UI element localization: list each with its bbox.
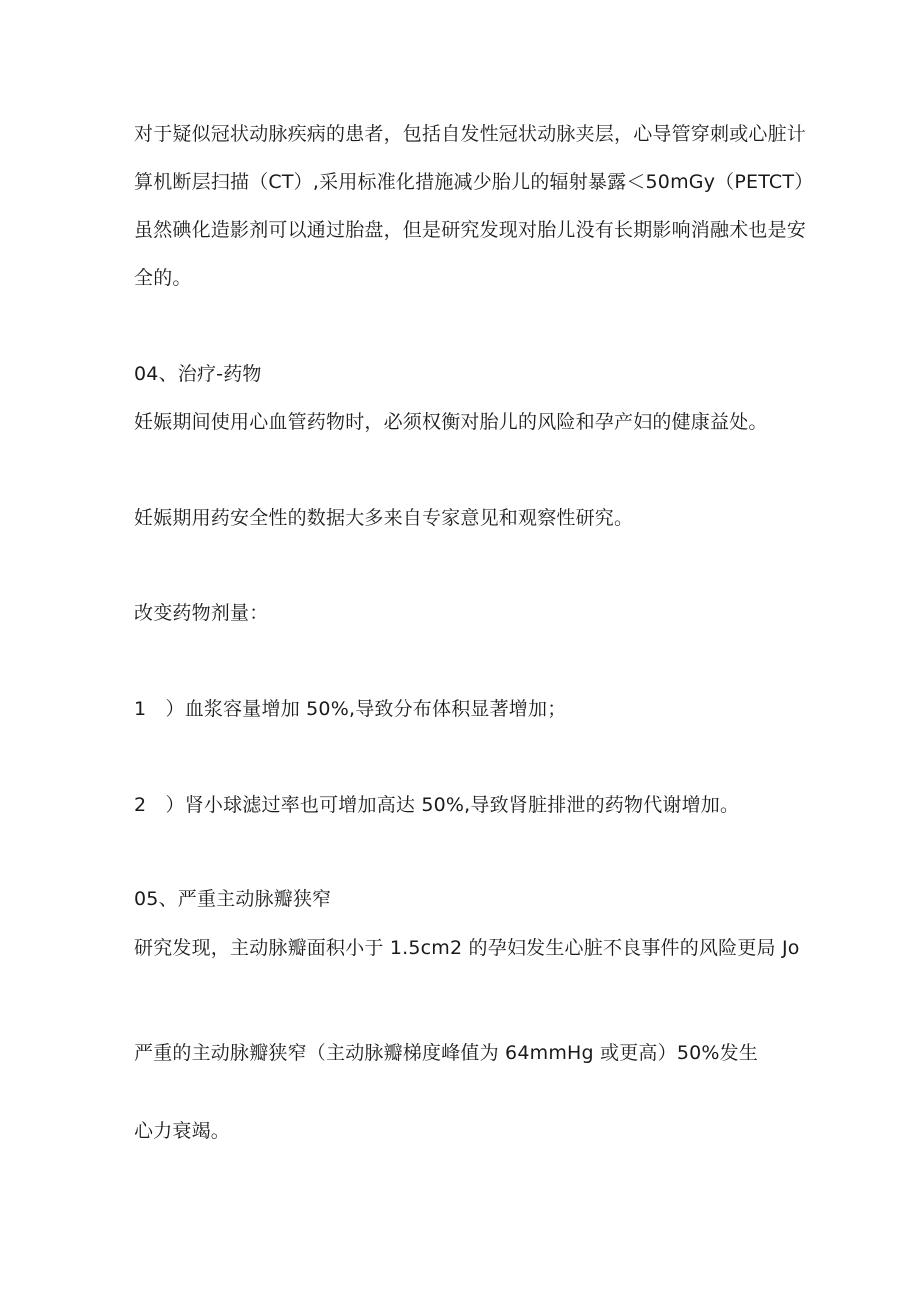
section-04-list-item-1: 1 ）血浆容量增加 50%,导致分布体积显著增加； (134, 698, 567, 720)
section-04-paragraph-3: 改变药物剂量： (134, 602, 269, 624)
section-05-paragraph-1: 研究发现，主动脉瓣面积小于 1.5cm2 的孕妇发生心脏不良事件的风险更局 Jo (134, 937, 800, 959)
intro-paragraph-line-3: 虽然碘化造影剂可以通过胎盘，但是研究发现对胎儿没有长期影响消融术也是安 (134, 219, 807, 241)
section-04-paragraph-1: 妊娠期间使用心血管药物时，必须权衡对胎儿的风险和孕产妇的健康益处。 (134, 411, 768, 433)
intro-paragraph-line-4: 全的。 (134, 267, 192, 289)
section-05-paragraph-2-line-2: 心力衰竭。 (134, 1120, 231, 1142)
intro-paragraph-line-1: 对于疑似冠状动脉疾病的患者，包括自发性冠状动脉夹层，心导管穿刺或心脏计 (134, 123, 807, 145)
section-05-heading: 05、严重主动脉瓣狭窄 (134, 888, 332, 910)
intro-paragraph-line-2: 算机断层扫描（CT）,采用标准化措施减少胎儿的辐射暴露＜50mGy（PETCT） (134, 171, 814, 193)
section-04-paragraph-2: 妊娠期用药安全性的数据大多来自专家意见和观察性研究。 (134, 507, 634, 529)
section-05-paragraph-2-line-1: 严重的主动脉瓣狭窄（主动脉瓣梯度峰值为 64mmHg 或更高）50%发生 (134, 1042, 759, 1064)
section-04-heading: 04、治疗-药物 (134, 363, 262, 385)
section-04-list-item-2: 2 ）肾小球滤过率也可增加高达 50%,导致肾脏排泄的药物代谢增加。 (134, 794, 740, 816)
